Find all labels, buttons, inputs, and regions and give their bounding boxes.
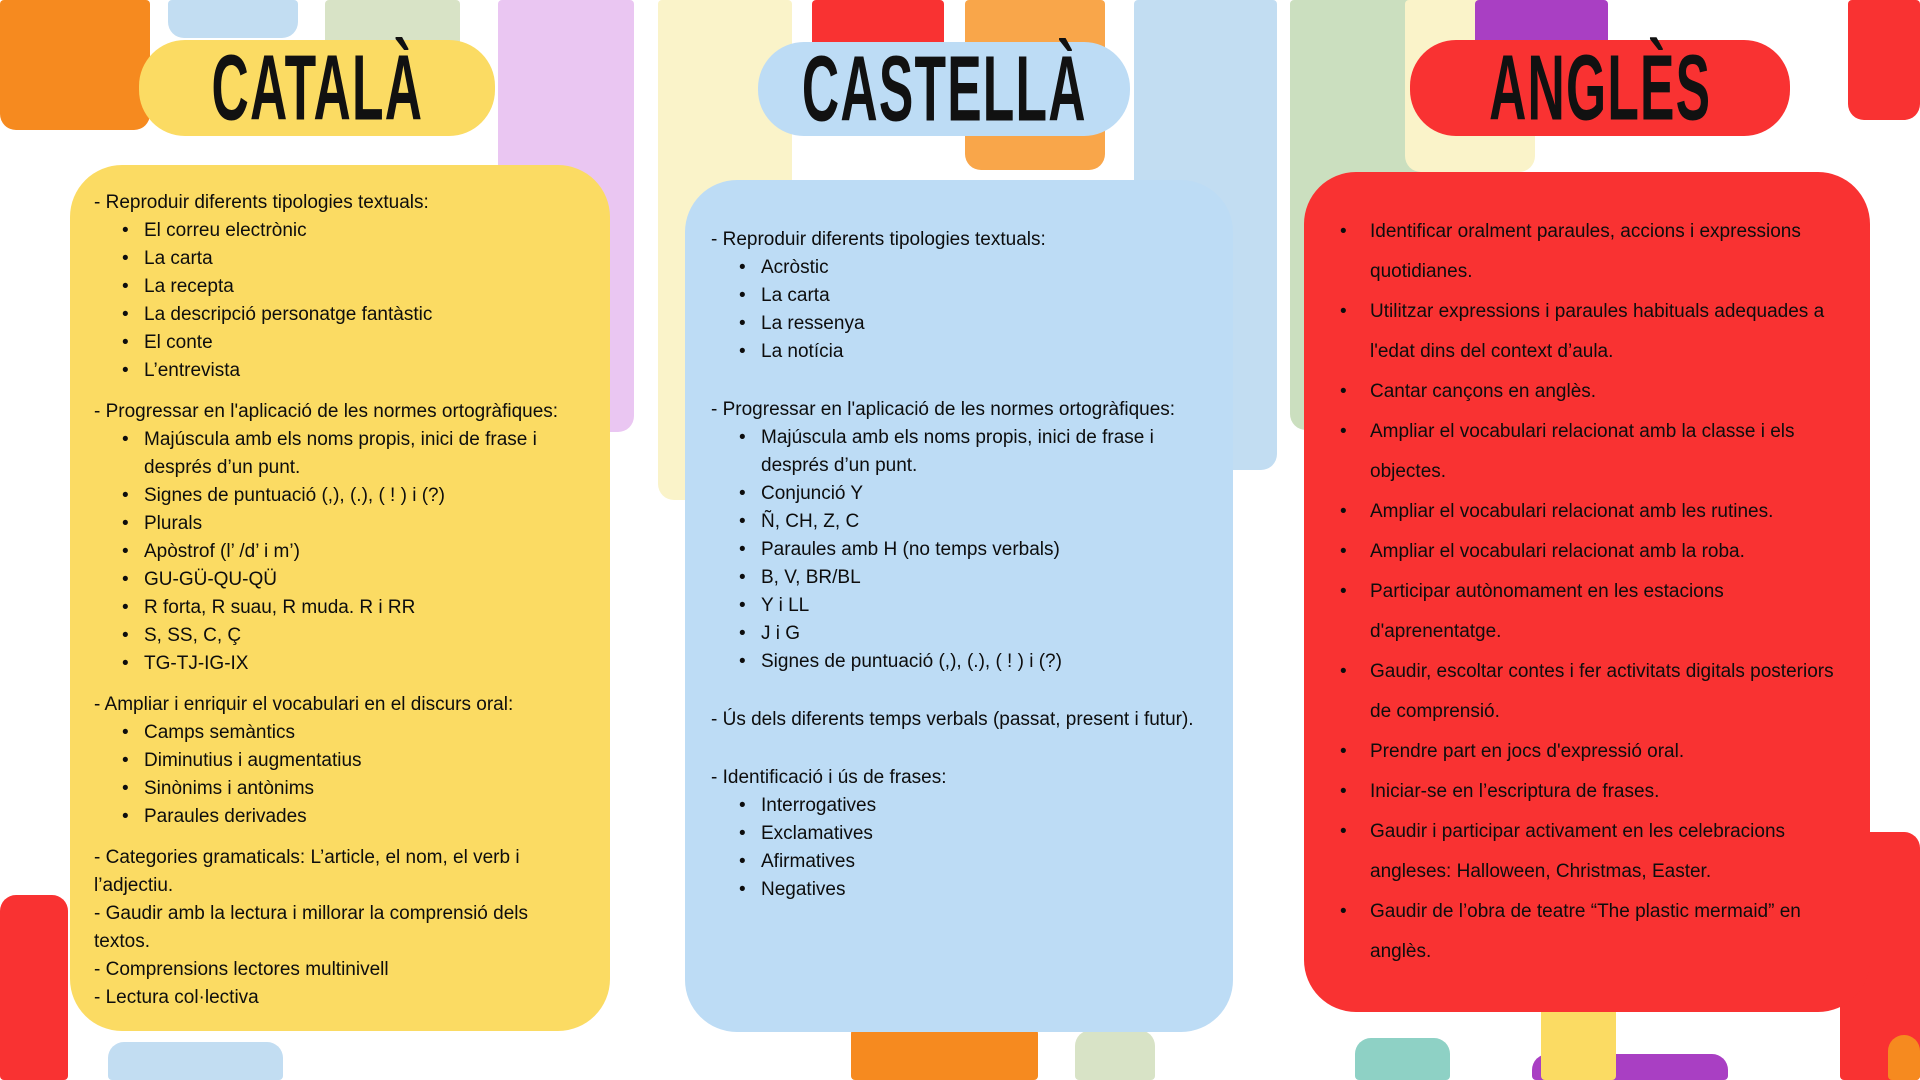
- bullet-item: [94, 510, 588, 538]
- bullet-icon: •: [1340, 781, 1347, 802]
- castella-title: CASTELLÀ: [801, 36, 1087, 141]
- castella-title-pill: [758, 36, 1130, 141]
- bullet-item: [94, 482, 588, 510]
- paint-stripe: [1848, 0, 1920, 120]
- bullet-item: [94, 301, 588, 329]
- bullet-icon: •: [739, 511, 746, 532]
- bullet-icon: •: [739, 313, 746, 334]
- section-heading: - Ampliar i enriquir el vocabulari en el discurs oral:: [94, 694, 514, 715]
- bullet-text: R forta, R suau, R muda. R i RR: [144, 597, 416, 618]
- bullet-text: Cantar cançons en anglès.: [1370, 381, 1597, 402]
- bullet-icon: •: [122, 429, 129, 450]
- bullet-item: [711, 820, 1209, 848]
- bullet-text: B, V, BR/BL: [761, 567, 861, 588]
- bullet-icon: •: [1340, 381, 1347, 402]
- bullet-item: [1334, 372, 1842, 412]
- bullet-icon: •: [1340, 421, 1347, 442]
- card-section: [711, 226, 1209, 366]
- plain-line: - Comprensions lectores multinivell: [94, 959, 389, 980]
- section-heading: - Progressar en l'aplicació de les normes ortogràfiques:: [94, 401, 559, 422]
- bullet-text: La descripció personatge fantàstic: [144, 304, 433, 325]
- angles-title-pill: [1410, 35, 1790, 140]
- bullet-item: [711, 620, 1209, 648]
- bullet-text: Participar autònomament en les estacions d'aprenentatge.: [1370, 581, 1724, 642]
- bullet-icon: •: [739, 341, 746, 362]
- paint-stripe: [1888, 1035, 1920, 1080]
- bullet-icon: •: [1340, 581, 1347, 602]
- bullet-icon: •: [739, 823, 746, 844]
- bullet-icon: •: [739, 795, 746, 816]
- bullet-text: Apòstrof (l’ /d’ i m’): [144, 541, 300, 562]
- bullet-text: Ampliar el vocabulari relacionat amb la roba.: [1370, 541, 1745, 562]
- bullet-text: Sinònims i antònims: [144, 778, 315, 799]
- bullet-item: [94, 803, 588, 831]
- bullet-item: [94, 273, 588, 301]
- bullet-icon: •: [739, 427, 746, 448]
- bullet-item: [1334, 292, 1842, 372]
- bullet-text: Majúscula amb els noms propis, inici de frase i després d’un punt.: [761, 427, 1154, 476]
- bullet-text: La carta: [144, 248, 213, 269]
- bullet-icon: •: [1340, 221, 1347, 242]
- bullet-item: [94, 775, 588, 803]
- bullet-text: Interrogatives: [761, 795, 877, 816]
- section-heading: - Reproduir diferents tipologies textuals:: [711, 229, 1046, 250]
- bullet-text: L’entrevista: [144, 360, 241, 381]
- card-section: [94, 189, 588, 385]
- bullet-icon: •: [1340, 501, 1347, 522]
- bullet-icon: •: [1340, 821, 1347, 842]
- card-section: [711, 396, 1209, 676]
- bullet-icon: •: [739, 567, 746, 588]
- bullet-text: Majúscula amb els noms propis, inici de frase i després d’un punt.: [144, 429, 537, 478]
- bullet-text: Afirmatives: [761, 851, 855, 872]
- bullet-item: [711, 536, 1209, 564]
- bullet-text: Plurals: [144, 513, 203, 534]
- catala-title-pill: [139, 35, 495, 140]
- bullet-text: Y i LL: [761, 595, 810, 616]
- bullet-icon: •: [122, 360, 129, 381]
- bullet-text: Ampliar el vocabulari relacionat amb les rutines.: [1370, 501, 1774, 522]
- bullet-icon: •: [739, 483, 746, 504]
- bullet-item: [94, 650, 588, 678]
- bullet-item: [94, 426, 588, 482]
- bullet-item: [1334, 732, 1842, 772]
- bullet-icon: •: [739, 285, 746, 306]
- bullet-text: GU-GÜ-QU-QÜ: [144, 569, 277, 590]
- bullet-item: [1334, 772, 1842, 812]
- bullet-text: Gaudir i participar activament en les celebracions angleses: Halloween, Christmas, Easter.: [1370, 821, 1786, 882]
- paint-stripe: [0, 0, 150, 130]
- card-section: [711, 706, 1209, 734]
- bullet-text: La notícia: [761, 341, 844, 362]
- bullet-item: [94, 538, 588, 566]
- bullet-item: [711, 424, 1209, 480]
- bullet-text: Prendre part en jocs d'expressió oral.: [1370, 741, 1685, 762]
- bullet-text: El conte: [144, 332, 213, 353]
- bullet-item: [94, 719, 588, 747]
- angles-title: ANGLÈS: [1488, 35, 1712, 140]
- bullet-icon: •: [1340, 301, 1347, 322]
- bullet-item: [1334, 652, 1842, 732]
- bullet-text: S, SS, C, Ç: [144, 625, 242, 646]
- paint-stripe: [1075, 1030, 1155, 1080]
- bullet-item: [1334, 492, 1842, 532]
- bullet-text: Utilitzar expressions i paraules habituals adequades a l'edat dins del context d’aula.: [1370, 301, 1825, 362]
- bullet-icon: •: [739, 623, 746, 644]
- paint-stripe: [1355, 1038, 1450, 1080]
- bullet-icon: •: [739, 851, 746, 872]
- bullet-icon: •: [1340, 741, 1347, 762]
- bullet-item: [711, 876, 1209, 904]
- bullet-item: [711, 254, 1209, 282]
- bullet-text: Acròstic: [761, 257, 829, 278]
- catala-card: [70, 165, 610, 1031]
- bullet-icon: •: [1340, 661, 1347, 682]
- paint-stripe: [108, 1042, 283, 1080]
- bullet-item: [711, 282, 1209, 310]
- bullet-text: J i G: [761, 623, 801, 644]
- castella-card: [685, 180, 1233, 1032]
- bullet-icon: •: [122, 541, 129, 562]
- bullet-item: [711, 338, 1209, 366]
- bullet-text: Paraules amb H (no temps verbals): [761, 539, 1060, 560]
- bullet-icon: •: [122, 220, 129, 241]
- paint-stripe: [168, 0, 298, 38]
- card-section: [94, 691, 588, 831]
- section-heading: - Progressar en l'aplicació de les normes ortogràfiques:: [711, 399, 1176, 420]
- bullet-item: [1334, 532, 1842, 572]
- bullet-icon: •: [739, 651, 746, 672]
- bullet-item: [94, 594, 588, 622]
- bullet-text: Camps semàntics: [144, 722, 295, 743]
- bullet-icon: •: [122, 332, 129, 353]
- paint-stripe: [0, 895, 68, 1080]
- card-section: [94, 398, 588, 678]
- bullet-text: La ressenya: [761, 313, 865, 334]
- bullet-text: Diminutius i augmentatius: [144, 750, 362, 771]
- section-heading: - Identificació i ús de frases:: [711, 767, 947, 788]
- card-section: [1334, 212, 1842, 972]
- bullet-item: [711, 592, 1209, 620]
- bullet-item: [1334, 892, 1842, 972]
- bullet-item: [94, 217, 588, 245]
- bullet-item: [711, 564, 1209, 592]
- bullet-text: Iniciar-se en l’escriptura de frases.: [1370, 781, 1660, 802]
- bullet-text: Exclamatives: [761, 823, 873, 844]
- bullet-icon: •: [739, 595, 746, 616]
- bullet-icon: •: [122, 806, 129, 827]
- bullet-icon: •: [122, 778, 129, 799]
- bullet-text: Signes de puntuació (,), (.), ( ! ) i (?): [761, 651, 1062, 672]
- bullet-icon: •: [122, 569, 129, 590]
- bullet-text: Gaudir, escoltar contes i fer activitats digitals posteriors de comprensió.: [1370, 661, 1834, 722]
- bullet-text: La carta: [761, 285, 830, 306]
- bullet-text: La recepta: [144, 276, 234, 297]
- bullet-item: [711, 648, 1209, 676]
- plain-line: - Gaudir amb la lectura i millorar la comprensió dels textos.: [94, 903, 528, 952]
- bullet-item: [94, 622, 588, 650]
- bullet-icon: •: [1340, 901, 1347, 922]
- bullet-icon: •: [122, 597, 129, 618]
- bullet-text: Gaudir de l’obra de teatre “The plastic mermaid” en anglès.: [1370, 901, 1801, 962]
- bullet-item: [1334, 812, 1842, 892]
- bullet-item: [711, 792, 1209, 820]
- bullet-item: [711, 480, 1209, 508]
- bullet-item: [711, 508, 1209, 536]
- bullet-text: Ñ, CH, Z, C: [761, 511, 860, 532]
- bullet-icon: •: [122, 513, 129, 534]
- bullet-item: [711, 310, 1209, 338]
- bullet-icon: •: [1340, 541, 1347, 562]
- bullet-icon: •: [122, 304, 129, 325]
- bullet-text: Identificar oralment paraules, accions i expressions quotidianes.: [1370, 221, 1801, 282]
- bullet-icon: •: [122, 276, 129, 297]
- plain-line: - Lectura col·lectiva: [94, 987, 259, 1008]
- bullet-item: [94, 357, 588, 385]
- bullet-text: Paraules derivades: [144, 806, 307, 827]
- plain-line: - Ús dels diferents temps verbals (passat, present i futur).: [711, 709, 1194, 730]
- bullet-icon: •: [122, 722, 129, 743]
- plain-line: - Categories gramaticals: L’article, el nom, el verb i l’adjectiu.: [94, 847, 520, 896]
- bullet-item: [94, 329, 588, 357]
- bullet-icon: •: [122, 485, 129, 506]
- bullet-item: [1334, 212, 1842, 292]
- bullet-item: [94, 245, 588, 273]
- bullet-item: [1334, 572, 1842, 652]
- bullet-item: [711, 848, 1209, 876]
- bullet-icon: •: [739, 879, 746, 900]
- card-section: [711, 764, 1209, 904]
- bullet-icon: •: [739, 539, 746, 560]
- catala-title: CATALÀ: [211, 35, 423, 140]
- bullet-text: Negatives: [761, 879, 846, 900]
- section-heading: - Reproduir diferents tipologies textuals:: [94, 192, 429, 213]
- bullet-icon: •: [122, 248, 129, 269]
- bullet-text: Conjunció Y: [761, 483, 864, 504]
- bullet-item: [94, 566, 588, 594]
- bullet-item: [1334, 412, 1842, 492]
- bullet-icon: •: [122, 653, 129, 674]
- bullet-item: [94, 747, 588, 775]
- bullet-text: Ampliar el vocabulari relacionat amb la classe i els objectes.: [1370, 421, 1795, 482]
- card-section: [94, 844, 588, 1012]
- bullet-text: Signes de puntuació (,), (.), ( ! ) i (?): [144, 485, 445, 506]
- bullet-icon: •: [122, 625, 129, 646]
- bullet-text: TG-TJ-IG-IX: [144, 653, 249, 674]
- bullet-icon: •: [739, 257, 746, 278]
- angles-card: [1304, 172, 1870, 1012]
- bullet-icon: •: [122, 750, 129, 771]
- bullet-text: El correu electrònic: [144, 220, 307, 241]
